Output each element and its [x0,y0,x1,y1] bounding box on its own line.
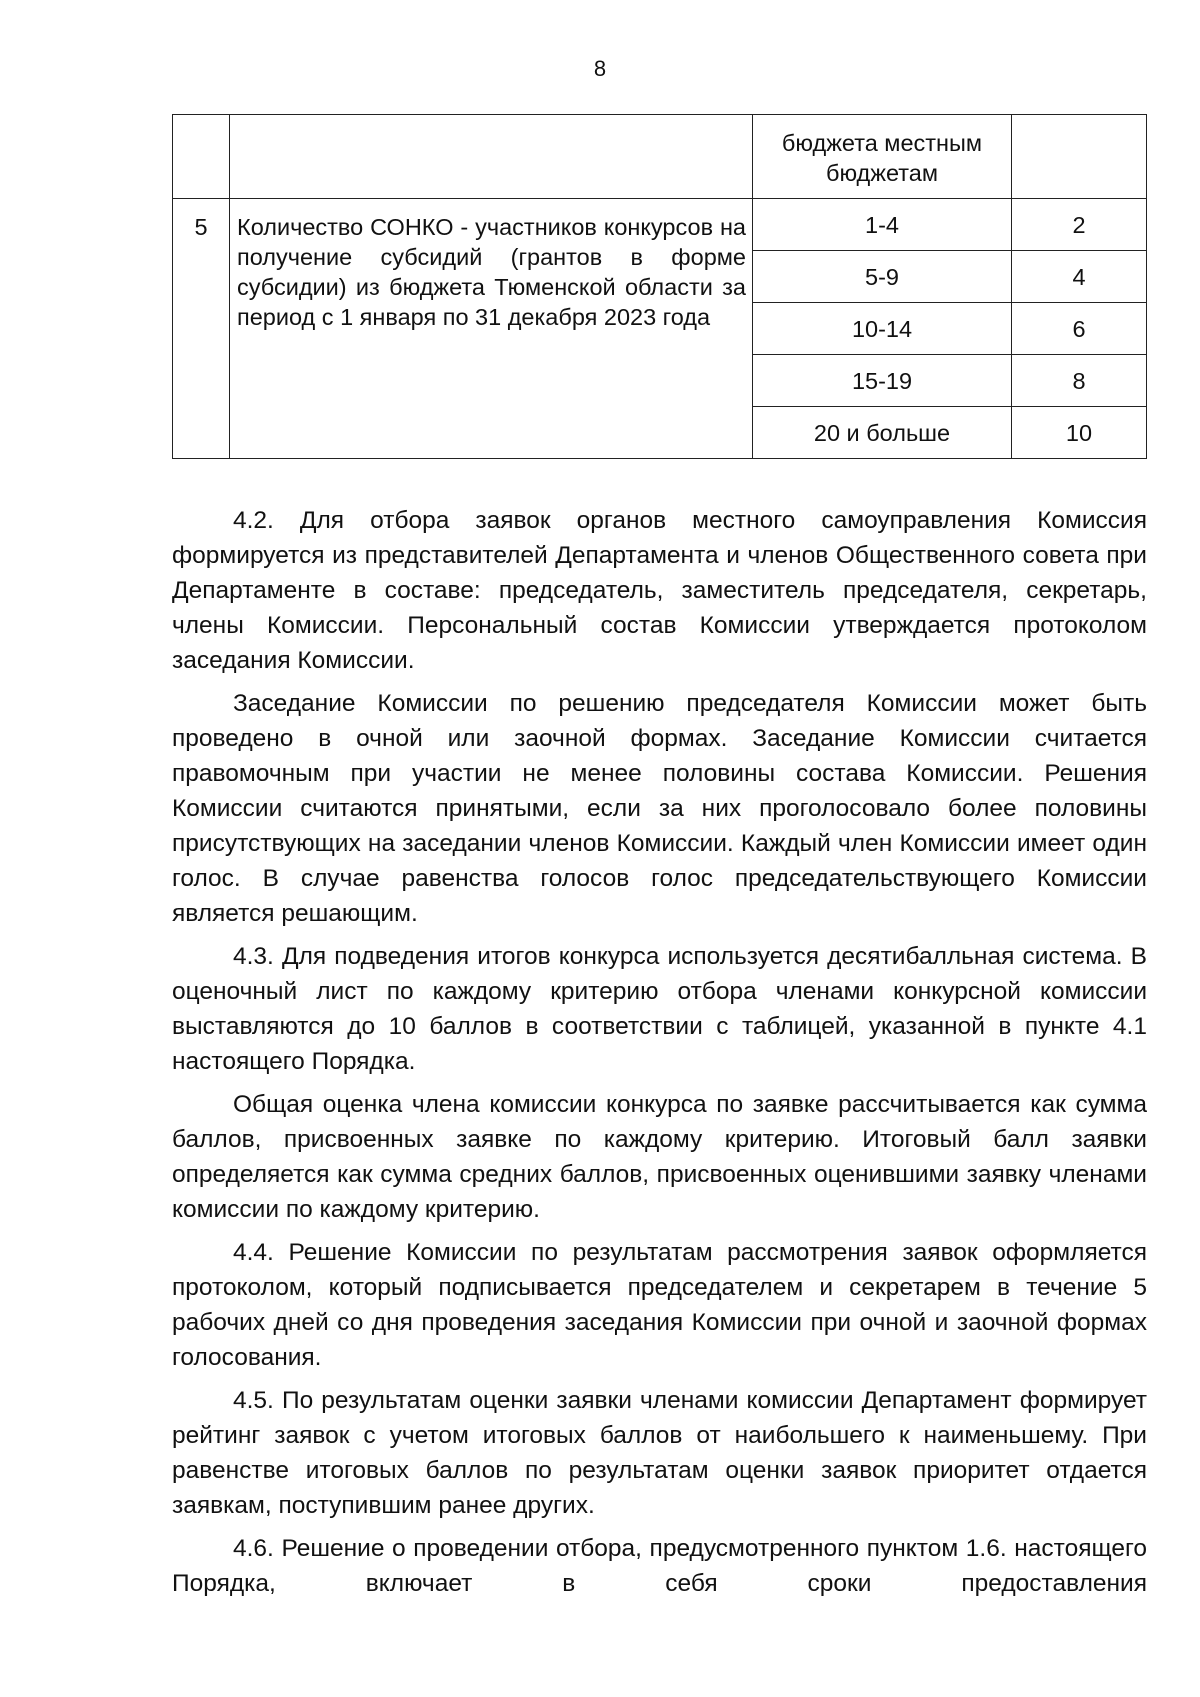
criterion-description: Количество СОНКО - участников конкурсов на получение субсидий (грантов в форме субсидии) из бюджета Тюменской области за период с 1 января по 31 декабря 2023 года [230,199,753,459]
score-range: 1-4 [753,199,1012,251]
score-points: 4 [1012,251,1147,303]
range-text-line2: бюджетам [825,159,938,186]
score-range: 20 и больше [753,407,1012,459]
score-points: 2 [1012,199,1147,251]
body-text [172,503,1147,1609]
cell-number-empty [173,115,230,199]
table-row [173,199,1147,251]
paragraph-meeting-rules: Заседание Комиссии по решению председателя Комиссии может быть проведено в очной или заочной формах. Заседание Комиссии считается правомочным при участии не менее половины состава Комиссии. Решения Комиссии считаются принятыми, если за них проголосовало более половины присутствующих на заседании членов Комиссии. Каждый член Комиссии имеет один голос. В случае равенства голосов голос председательствующего Комиссии является решающим. [172,690,1147,927]
paragraph-4-4: 4.4. Решение Комиссии по результатам рассмотрения заявок оформляется протоколом, который подписывается председателем и секретарем в течение 5 рабочих дней со дня проведения заседания Комиссии при очной и заочной формах голосования. [172,1239,1147,1371]
cell-score-empty [1012,115,1147,199]
score-range: 5-9 [753,251,1012,303]
score-points: 10 [1012,407,1147,459]
paragraph-4-5: 4.5. По результатам оценки заявки членами комиссии Департамент формирует рейтинг заявок с учетом итоговых баллов от наибольшего к наименьшему. При равенстве итоговых баллов по результатам оценки заявок приоритет отдается заявкам, поступившим ранее других. [172,1387,1147,1519]
score-range: 15-19 [753,355,1012,407]
paragraph-4-3: 4.3. Для подведения итогов конкурса используется десятибалльная система. В оценочный лист по каждому критерию отбора членами конкурсной комиссии выставляются до 10 баллов в соответствии с таблицей, указанной в пункте 4.1 настоящего Порядка. [172,943,1147,1075]
score-points: 8 [1012,355,1147,407]
paragraph-overall-score: Общая оценка члена комиссии конкурса по заявке рассчитывается как сумма баллов, присвоенных заявке по каждому критерию. Итоговый балл заявки определяется как сумма средних баллов, присвоенных оценившими заявку членами комиссии по каждому критерию. [172,1091,1147,1223]
criterion-number: 5 [173,199,230,459]
score-range: 10-14 [753,303,1012,355]
page-number: 8 [593,56,607,81]
score-points: 6 [1012,303,1147,355]
cell-range-continued [753,115,1012,199]
cell-criterion-empty [230,115,753,199]
paragraph-4-2: 4.2. Для отбора заявок органов местного самоуправления Комиссия формируется из представителей Департамента и членов Общественного совета при Департаменте в составе: председатель, заместитель председателя, секретарь, члены Комиссии. Персональный состав Комиссии утверждается протоколом заседания Комиссии. [172,507,1147,674]
range-text-line1: бюджета местным [781,129,983,156]
criteria-table [172,114,1147,459]
table-row-continued [173,115,1147,199]
paragraph-4-6: 4.6. Решение о проведении отбора, предусмотренного пунктом 1.6. настоящего Порядка, включает в себя сроки предоставления [172,1535,1147,1597]
